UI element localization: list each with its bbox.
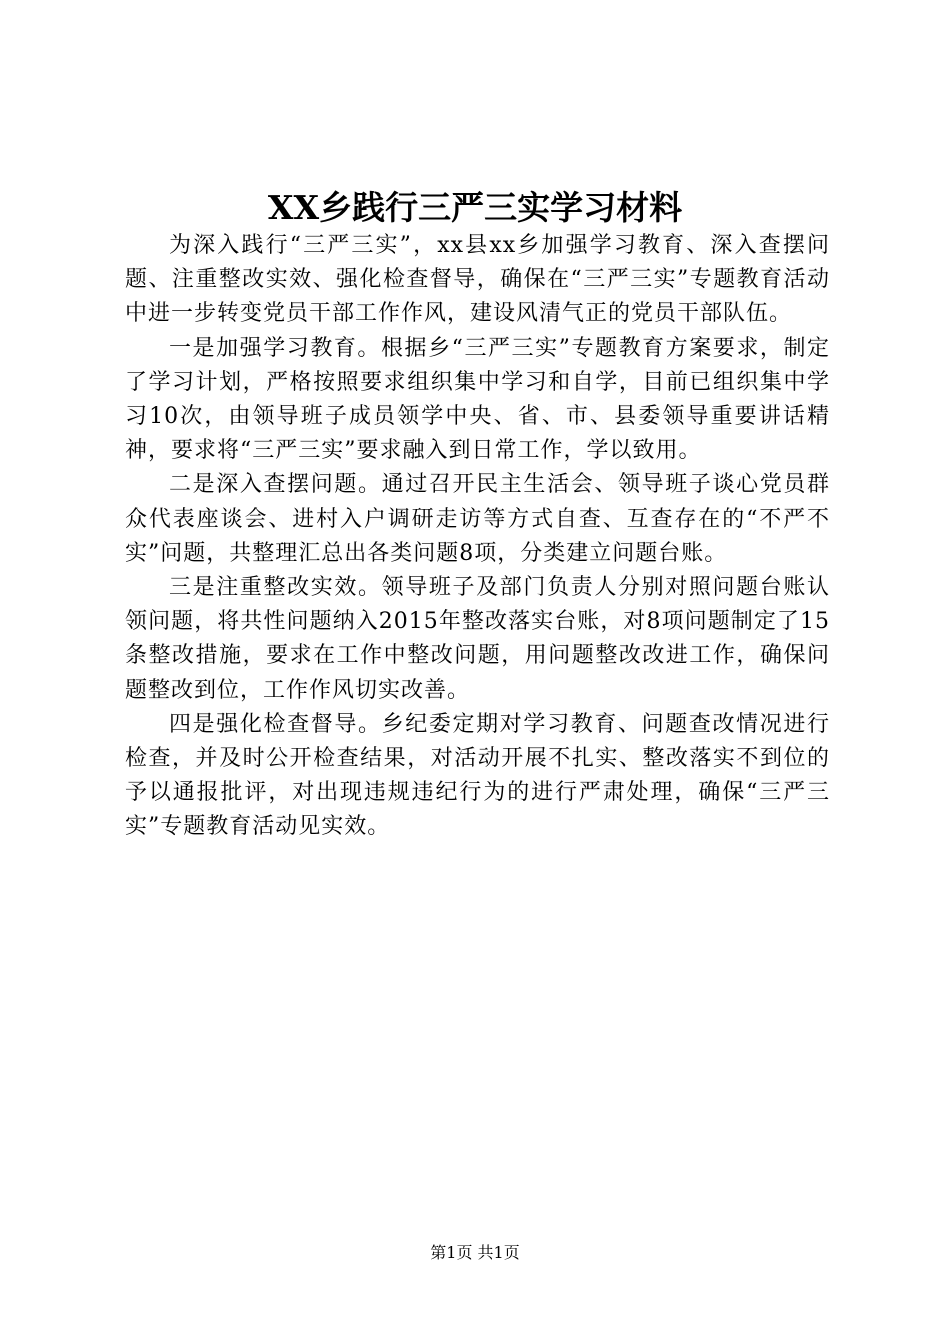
paragraph-find-problems: 二是深入查摆问题。通过召开民主生活会、领导班子谈心党员群众代表座谈会、进村入户调研走访等方式自查、互查存在的“不严不实”问题，共整理汇总出各类问题8项，分类建立问题台账。 [125, 472, 830, 566]
paragraph-intro: 为深入践行“三严三实”，xx县xx乡加强学习教育、深入查摆问题、注重整改实效、强化检查督导，确保在“三严三实”专题教育活动中进一步转变党员干部工作作风，建设风清气正的党员干部队伍。 [125, 233, 830, 327]
page-number-footer: 第1页 共1页 [430, 1243, 520, 1262]
document-title: XX乡践行三严三实学习材料 [267, 188, 683, 227]
paragraph-inspection: 四是强化检查督导。乡纪委定期对学习教育、问题查改情况进行检查，并及时公开检查结果，对活动开展不扎实、整改落实不到位的予以通报批评，对出现违规违纪行为的进行严肃处理，确保“三严三实”专题教育活动见实效。 [125, 711, 830, 840]
paragraph-rectification: 三是注重整改实效。领导班子及部门负责人分别对照问题台账认领问题，将共性问题纳入2015年整改落实台账，对8项问题制定了15条整改措施，要求在工作中整改问题，用问题整改改进工作，确保问题整改到位，工作作风切实改善。 [125, 575, 830, 703]
paragraph-study-education: 一是加强学习教育。根据乡“三严三实”专题教育方案要求，制定了学习计划，严格按照要求组织集中学习和自学，目前已组织集中学习10次，由领导班子成员领学中央、省、市、县委领导重要讲话精神，要求将“三严三实”要求融入到日常工作，学以致用。 [125, 335, 830, 464]
document-body [125, 229, 830, 845]
